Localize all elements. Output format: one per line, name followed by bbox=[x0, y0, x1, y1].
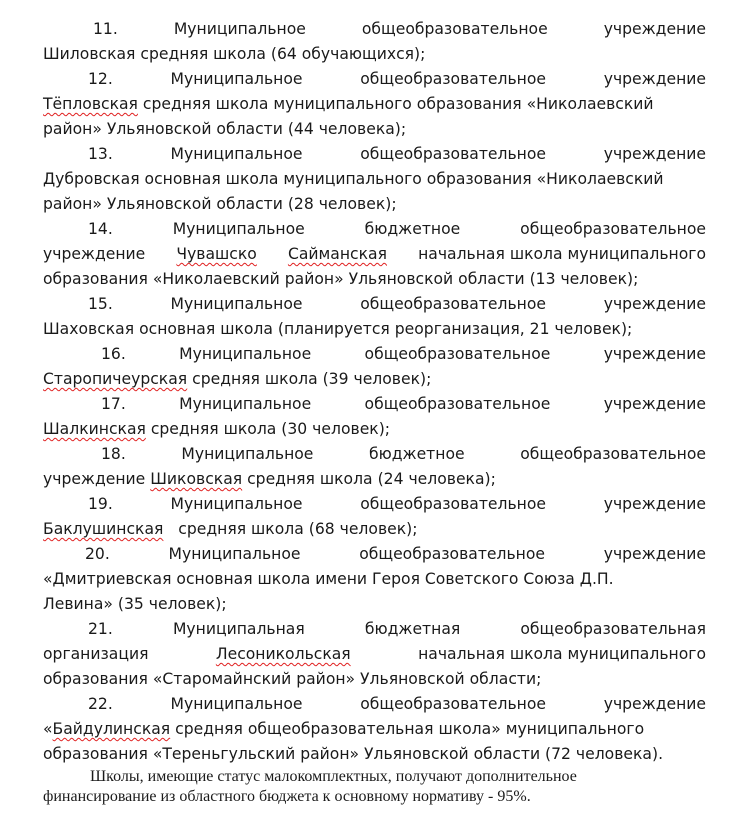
list-item: 15. Муниципальное общеобразовательное учреждение Шаховская основная школа (планируется реорганизация, 21 человек); bbox=[43, 292, 706, 342]
school-name: Старопичеурская bbox=[43, 370, 188, 388]
list-item: 13. Муниципальное общеобразовательное учреждение Дубровская основная школа муниципального образования «Николаевский район» Ульяновской области (28 человек); bbox=[43, 142, 706, 217]
item-number: 22. bbox=[88, 695, 113, 713]
school-name: Лесоникольская bbox=[215, 645, 351, 663]
list-item: 14. Муниципальное бюджетное общеобразовательное учреждение Чувашско Сайманская начальная школа муниципального образования «Николаевский район» Ульяновской области (13 человек); bbox=[43, 217, 706, 292]
list-item: 17. Муниципальное общеобразовательное учреждение Шалкинская средняя школа (30 человек); bbox=[43, 392, 706, 442]
school-name: Баклушинская bbox=[43, 520, 164, 538]
item-number: 11. bbox=[93, 20, 118, 38]
item-number: 14. bbox=[88, 220, 113, 238]
school-name: Шиковская bbox=[150, 470, 243, 488]
item-number: 17. bbox=[101, 395, 126, 413]
footer-line-2: финансирование из областного бюджета к основному нормативу - 95%. bbox=[43, 788, 531, 805]
list-item: 16. Муниципальное общеобразовательное учреждение Старопичеурская средняя школа (39 человек); bbox=[43, 342, 706, 392]
footer-paragraph bbox=[43, 767, 706, 807]
list-item: 20. Муниципальное общеобразовательное учреждение «Дмитриевская основная школа имени Героя Советского Союза Д.П. Левина» (35 человек); bbox=[43, 542, 706, 617]
list-item: 12. Муниципальное общеобразовательное учреждение Тёпловская средняя школа муниципального образования «Николаевский район» Ульяновской области (44 человека); bbox=[43, 67, 706, 142]
school-name: Шалкинская bbox=[43, 420, 146, 438]
item-number: 20. bbox=[85, 545, 110, 563]
school-name: Байдулинская bbox=[52, 720, 171, 738]
item-number: 16. bbox=[101, 345, 126, 363]
list-item: 18. Муниципальное бюджетное общеобразовательное учреждение Шиковская средняя школа (24 человека); bbox=[43, 442, 706, 492]
list-item: 11. Муниципальное общеобразовательное учреждение Шиловская средняя школа (64 обучающихся); bbox=[43, 17, 706, 67]
list-item: 19. Муниципальное общеобразовательное учреждение Баклушинская средняя школа (68 человек); bbox=[43, 492, 706, 542]
item-number: 21. bbox=[88, 620, 113, 638]
list-item: 22. Муниципальное общеобразовательное учреждение «Байдулинская средняя общеобразовательная школа» муниципального образования «Тереньгульский район» Ульяновской области (72 человека). bbox=[43, 692, 706, 767]
footer-line-1: Школы, имеющие статус малокомплектных, получают дополнительное bbox=[90, 768, 577, 785]
school-name: Чувашско bbox=[176, 245, 257, 263]
item-number: 15. bbox=[88, 295, 113, 313]
item-number: 12. bbox=[88, 70, 113, 88]
list-item: 21. Муниципальная бюджетная общеобразовательная организация Лесоникольская начальная школа муниципального образования «Старомайнский район» Ульяновской области; bbox=[43, 617, 706, 692]
school-name: Сайманская bbox=[287, 245, 387, 263]
item-number: 13. bbox=[88, 145, 113, 163]
item-number: 19. bbox=[88, 495, 113, 513]
item-number: 18. bbox=[101, 445, 126, 463]
school-name: Тёпловская bbox=[43, 95, 138, 113]
